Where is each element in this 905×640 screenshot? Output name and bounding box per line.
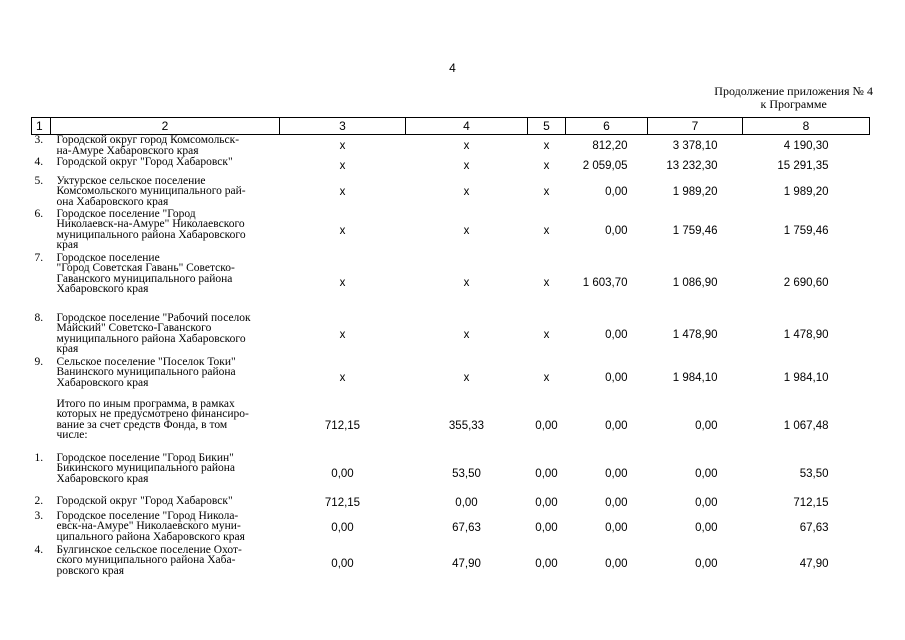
row-name (51, 313, 280, 357)
table-body (32, 118, 870, 583)
value-c5: x (543, 160, 550, 172)
value-c8: 2 690,60 (783, 276, 829, 289)
row-name (51, 357, 280, 399)
row-number: 6. (34, 207, 44, 220)
value-c5: x (543, 276, 550, 289)
value-c4: 67,63 (452, 521, 481, 534)
value-c4: x (463, 328, 470, 341)
row-name-line: она Хабаровского края (56, 195, 169, 208)
row-name-line: Николаевск-на-Амуре" Николаевского (56, 218, 245, 230)
row-name-line: Майский" Советско-Гаванского (56, 322, 212, 334)
row-number (32, 399, 51, 453)
data-table (31, 117, 870, 583)
value-c8: 67,63 (799, 521, 829, 534)
value-c7: 1 086,90 (672, 276, 718, 289)
value-c8: 15 291,35 (777, 160, 829, 172)
value-c7: 13 232,30 (666, 160, 718, 172)
value-c3: x (339, 224, 346, 237)
value-c5: x (543, 371, 550, 384)
row-name-line: которых не предусмотрено финансиро- (56, 408, 249, 420)
row-name-line: Бикинского муниципального района (56, 462, 236, 474)
value-c3: 712,15 (324, 419, 361, 432)
value-c5: 0,00 (535, 557, 558, 570)
value-c3: x (339, 371, 346, 384)
value-c6: 0,00 (605, 468, 628, 480)
value-c8: 1 067,48 (783, 419, 829, 432)
row-number: 8. (34, 311, 44, 324)
row-name-line: Сельское поселение "Поселок Токи" (56, 355, 236, 368)
header-cell-7: 7 (648, 118, 743, 135)
value-c6: 0,00 (605, 497, 628, 509)
table-row (32, 357, 870, 399)
row-number: 1. (34, 451, 44, 464)
value-c7: 0,00 (695, 497, 718, 509)
value-c3: 0,00 (331, 521, 354, 534)
value-c6: 0,00 (605, 224, 628, 237)
value-c5: x (543, 186, 550, 198)
row-name-line: Городское поселение "Город Никола- (56, 509, 239, 522)
row-name-line: Итого по иным программа, в рамках (56, 397, 235, 410)
value-c7: 1 989,20 (672, 186, 718, 198)
row-number: 4. (34, 155, 44, 168)
row-name-line: Городской округ "Город Хабаровск" (56, 494, 233, 507)
value-c7: 1 984,10 (672, 371, 718, 384)
value-c8: 1 989,20 (783, 186, 829, 198)
value-c6: 0,00 (605, 521, 628, 534)
value-c7: 0,00 (695, 419, 718, 432)
value-c4: 47,90 (452, 557, 481, 570)
value-c8: 712,15 (793, 497, 829, 509)
row-name-line: Комсомольского муниципального рай- (56, 185, 246, 197)
value-c3: x (339, 186, 346, 198)
row-name-line: ровского края (56, 564, 125, 577)
row-name-line: Булгинское сельское поселение Охот- (56, 543, 242, 556)
row-name-line: числе: (56, 429, 88, 441)
row-name-line: края (56, 239, 79, 251)
row-name-line: Городской округ город Комсомольск- (56, 134, 240, 146)
row-number: 2. (34, 494, 44, 507)
value-c3: x (339, 276, 346, 289)
value-c5: 0,00 (535, 521, 558, 534)
value-c4: x (463, 224, 470, 237)
value-c3: x (339, 160, 346, 172)
header-cell-3: 3 (280, 118, 406, 135)
row-name-line: Городской округ "Город Хабаровск" (56, 155, 233, 168)
value-c8: 1 984,10 (783, 371, 829, 384)
caption-line-2: к Программе (760, 97, 827, 111)
row-number: 5. (34, 174, 44, 187)
table-row (32, 253, 870, 313)
row-name (51, 209, 280, 253)
value-c6: 0,00 (605, 371, 628, 384)
row-name (51, 511, 280, 545)
header-cell-4: 4 (406, 118, 528, 135)
value-c8: 1 478,90 (783, 328, 829, 341)
table-row (32, 496, 870, 511)
value-c3: 0,00 (331, 557, 354, 570)
value-c6: 0,00 (605, 557, 628, 570)
row-name-line: евск-на-Амуре" Николаевского муни- (56, 520, 241, 532)
table-row (32, 511, 870, 545)
value-c3: x (339, 328, 346, 341)
value-c7: 1 759,46 (672, 224, 718, 237)
row-name-line: Городское поселение "Город (56, 207, 196, 220)
value-c5: x (543, 224, 550, 237)
row-name-line: ципального района Хабаровского края (56, 530, 245, 543)
header-cell-5: 5 (528, 118, 566, 135)
row-name (51, 496, 280, 511)
table-row (32, 545, 870, 583)
value-c7: 0,00 (695, 521, 718, 534)
row-name-line: Уктурское сельское поселение (56, 174, 206, 187)
row-name (51, 545, 280, 583)
value-c5: x (543, 328, 550, 341)
header-cell-6: 6 (566, 118, 648, 135)
value-c8: 4 190,30 (783, 139, 829, 152)
row-name-line: Городское поселение "Рабочий поселок (56, 311, 251, 324)
value-c6: 0,00 (605, 419, 628, 432)
value-c6: 0,00 (605, 186, 628, 198)
caption-line-1: Продолжение приложения № 4 (714, 84, 873, 98)
page-number: 4 (449, 61, 456, 75)
value-c6: 2 059,05 (582, 160, 628, 172)
row-name-line: ского муниципального района Хаба- (56, 554, 236, 566)
table-row (32, 453, 870, 496)
row-number: 3. (34, 134, 44, 146)
value-c4: x (463, 139, 470, 152)
header-row (32, 118, 870, 135)
value-c8: 1 759,46 (783, 224, 829, 237)
row-number: 7. (34, 251, 44, 264)
value-c4: x (463, 186, 470, 198)
value-c5: 0,00 (535, 419, 558, 432)
value-c5: x (543, 139, 550, 152)
row-name-line: Ванинского муниципального района (56, 366, 236, 378)
value-c6: 812,20 (592, 139, 628, 152)
value-c7: 1 478,90 (672, 328, 718, 341)
row-name-line: Гаванского муниципального района (56, 272, 233, 285)
row-name (51, 135, 280, 157)
row-number: 4. (34, 543, 44, 556)
row-name (51, 157, 280, 176)
value-c4: 0,00 (455, 497, 478, 509)
header-cell-1: 1 (32, 118, 51, 135)
row-name-line: Городское поселение "Город Бикин" (56, 451, 234, 464)
table-row (32, 313, 870, 357)
row-name (51, 399, 280, 453)
value-c3: 712,15 (324, 497, 361, 509)
value-c4: x (463, 160, 470, 172)
row-name-line: "Город Советская Гавань" Советско- (56, 262, 235, 274)
header-cell-8: 8 (743, 118, 870, 135)
value-c6: 0,00 (605, 328, 628, 341)
value-c4: 53,50 (452, 468, 481, 480)
row-name-line: Городское поселение (56, 251, 160, 264)
row-name-line: края (56, 343, 79, 355)
row-name-line: муниципального района Хабаровского (56, 228, 246, 241)
table-row (32, 176, 870, 209)
appendix-caption (714, 85, 873, 111)
row-name-line: муниципального района Хабаровского (56, 332, 246, 345)
row-number: 3. (34, 509, 44, 522)
value-c3: x (339, 139, 346, 152)
value-c4: 355,33 (448, 419, 485, 432)
value-c7: 0,00 (695, 557, 718, 570)
row-name (51, 253, 280, 313)
row-name-line: Хабаровского края (56, 283, 149, 295)
value-c5: 0,00 (535, 468, 558, 480)
value-c7: 0,00 (695, 468, 718, 480)
value-c8: 53,50 (799, 468, 829, 480)
row-name-line: Хабаровского края (56, 472, 149, 485)
value-c3: 0,00 (331, 468, 354, 480)
table-row (32, 157, 870, 176)
row-name (51, 453, 280, 496)
row-name-line: на-Амуре Хабаровского края (56, 144, 199, 157)
row-number: 9. (34, 355, 44, 368)
value-c8: 47,90 (799, 557, 829, 570)
value-c7: 3 378,10 (672, 139, 718, 152)
header-cell-2: 2 (51, 118, 280, 135)
value-c4: x (463, 276, 470, 289)
table-row (32, 209, 870, 253)
table-row (32, 399, 870, 453)
value-c5: 0,00 (535, 497, 558, 509)
value-c4: x (463, 371, 470, 384)
row-name-line: Хабаровского края (56, 376, 149, 389)
row-name-line: вание за счет средств Фонда, в том (56, 418, 228, 431)
table-row (32, 135, 870, 157)
row-name (51, 176, 280, 209)
value-c6: 1 603,70 (582, 276, 628, 289)
